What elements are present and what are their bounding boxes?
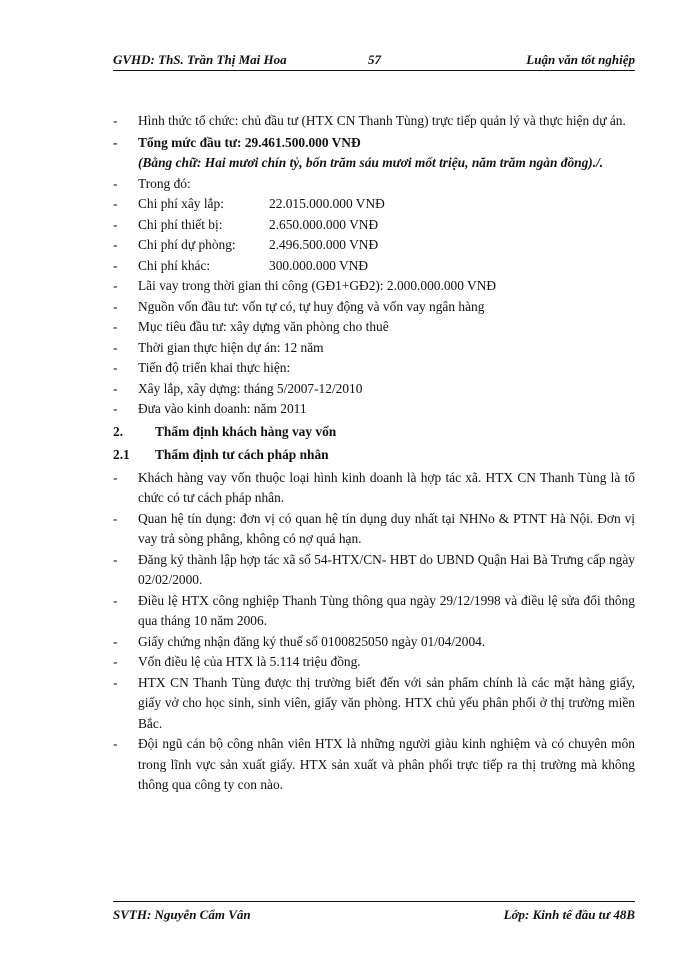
page-footer	[113, 901, 635, 926]
section-heading-2-1: 2.1 Thẩm định tư cách pháp nhân	[113, 447, 329, 462]
list-item: - Xây lắp, xây dựng: tháng 5/2007-12/2010	[113, 380, 363, 396]
total-investment: - Tổng mức đầu tư: 29.461.500.000 VNĐ	[113, 134, 361, 150]
list-item: - HTX CN Thanh Tùng được thị trường biết đến với sản phẩm chính là các mặt hàng giấy, giấy vở cho học sinh, sinh viên, giấy văn phòng. HTX chủ yếu phân phối ở thị trường miền Bắc.	[113, 674, 635, 731]
cost-row: - Chi phí khác: 300.000.000 VNĐ	[113, 257, 369, 273]
cost-row: - Chi phí thiết bị: 2.650.000.000 VNĐ	[113, 216, 379, 232]
list-item: - Đăng ký thành lập hợp tác xã số 54-HTX/CN- HBT do UBND Quận Hai Bà Trưng cấp ngày 02/02/2000.	[113, 551, 635, 587]
section-heading-2: 2. Thẩm định khách hàng vay vốn	[113, 423, 337, 439]
page-body	[113, 111, 635, 796]
footer-class: Lớp: Kinh tế đầu tư 48B	[503, 907, 635, 922]
list-item: - Khách hàng vay vốn thuộc loại hình kinh doanh là hợp tác xã. HTX CN Thanh Tùng là tổ chức có tư cách pháp nhân.	[113, 469, 635, 505]
page-number: 57	[368, 52, 381, 67]
list-item: - Điều lệ HTX công nghiệp Thanh Tùng thông qua ngày 29/12/1998 và điều lệ sửa đổi thông qua tháng 10 năm 2006.	[113, 592, 635, 628]
header-doc-type: Luận văn tốt nghiệp	[526, 52, 635, 67]
list-item: - Mục tiêu đầu tư: xây dựng văn phòng cho thuê	[113, 319, 389, 334]
list-item: - Nguồn vốn đầu tư: vốn tự có, tự huy động và vốn vay ngân hàng	[113, 298, 485, 314]
list-item: - Đưa vào kinh doanh: năm 2011	[113, 401, 307, 416]
cost-row: - Chi phí xây lắp: 22.015.000.000 VNĐ	[113, 196, 385, 211]
list-item: - Quan hệ tín dụng: đơn vị có quan hệ tín dụng duy nhất tại NHNo & PTNT Hà Nội. Đơn vị vay trả sòng phẳng, không có nợ quá hạn.	[113, 510, 635, 546]
list-item: - Vốn điều lệ của HTX là 5.114 triệu đồng.	[113, 654, 361, 669]
list-item: - Đội ngũ cán bộ công nhân viên HTX là những người giàu kinh nghiệm và có chuyên môn trong lĩnh vực sản xuất giấy. HTX sản xuất và phân phối trực tiếp ra thị trường mà không thông qua công ty con nào.	[113, 736, 635, 792]
list-item: - Hình thức tổ chức: chủ đầu tư (HTX CN Thanh Tùng) trực tiếp quản lý và thực hiện dự án.	[113, 113, 626, 128]
amount-in-words: (Bằng chữ: Hai mươi chín tỷ, bốn trăm sáu mươi mốt triệu, năm trăm ngàn đồng)./.	[138, 155, 604, 170]
page-header	[113, 52, 635, 71]
list-item: - Lãi vay trong thời gian thi công (GĐ1+GĐ2): 2.000.000.000 VNĐ	[113, 278, 497, 293]
cost-row: - Chi phí dự phòng: 2.496.500.000 VNĐ	[113, 237, 379, 252]
list-item: - Trong đó:	[113, 175, 191, 191]
list-item: - Giấy chứng nhận đăng ký thuế số 0100825050 ngày 01/04/2004.	[113, 633, 486, 649]
list-item: - Tiến độ triển khai thực hiện:	[113, 360, 291, 375]
list-item: - Thời gian thực hiện dự án: 12 năm	[113, 339, 324, 355]
footer-student: SVTH: Nguyễn Cẩm Vân	[113, 907, 251, 922]
header-advisor: GVHD: ThS. Trần Thị Mai Hoa	[113, 52, 287, 67]
